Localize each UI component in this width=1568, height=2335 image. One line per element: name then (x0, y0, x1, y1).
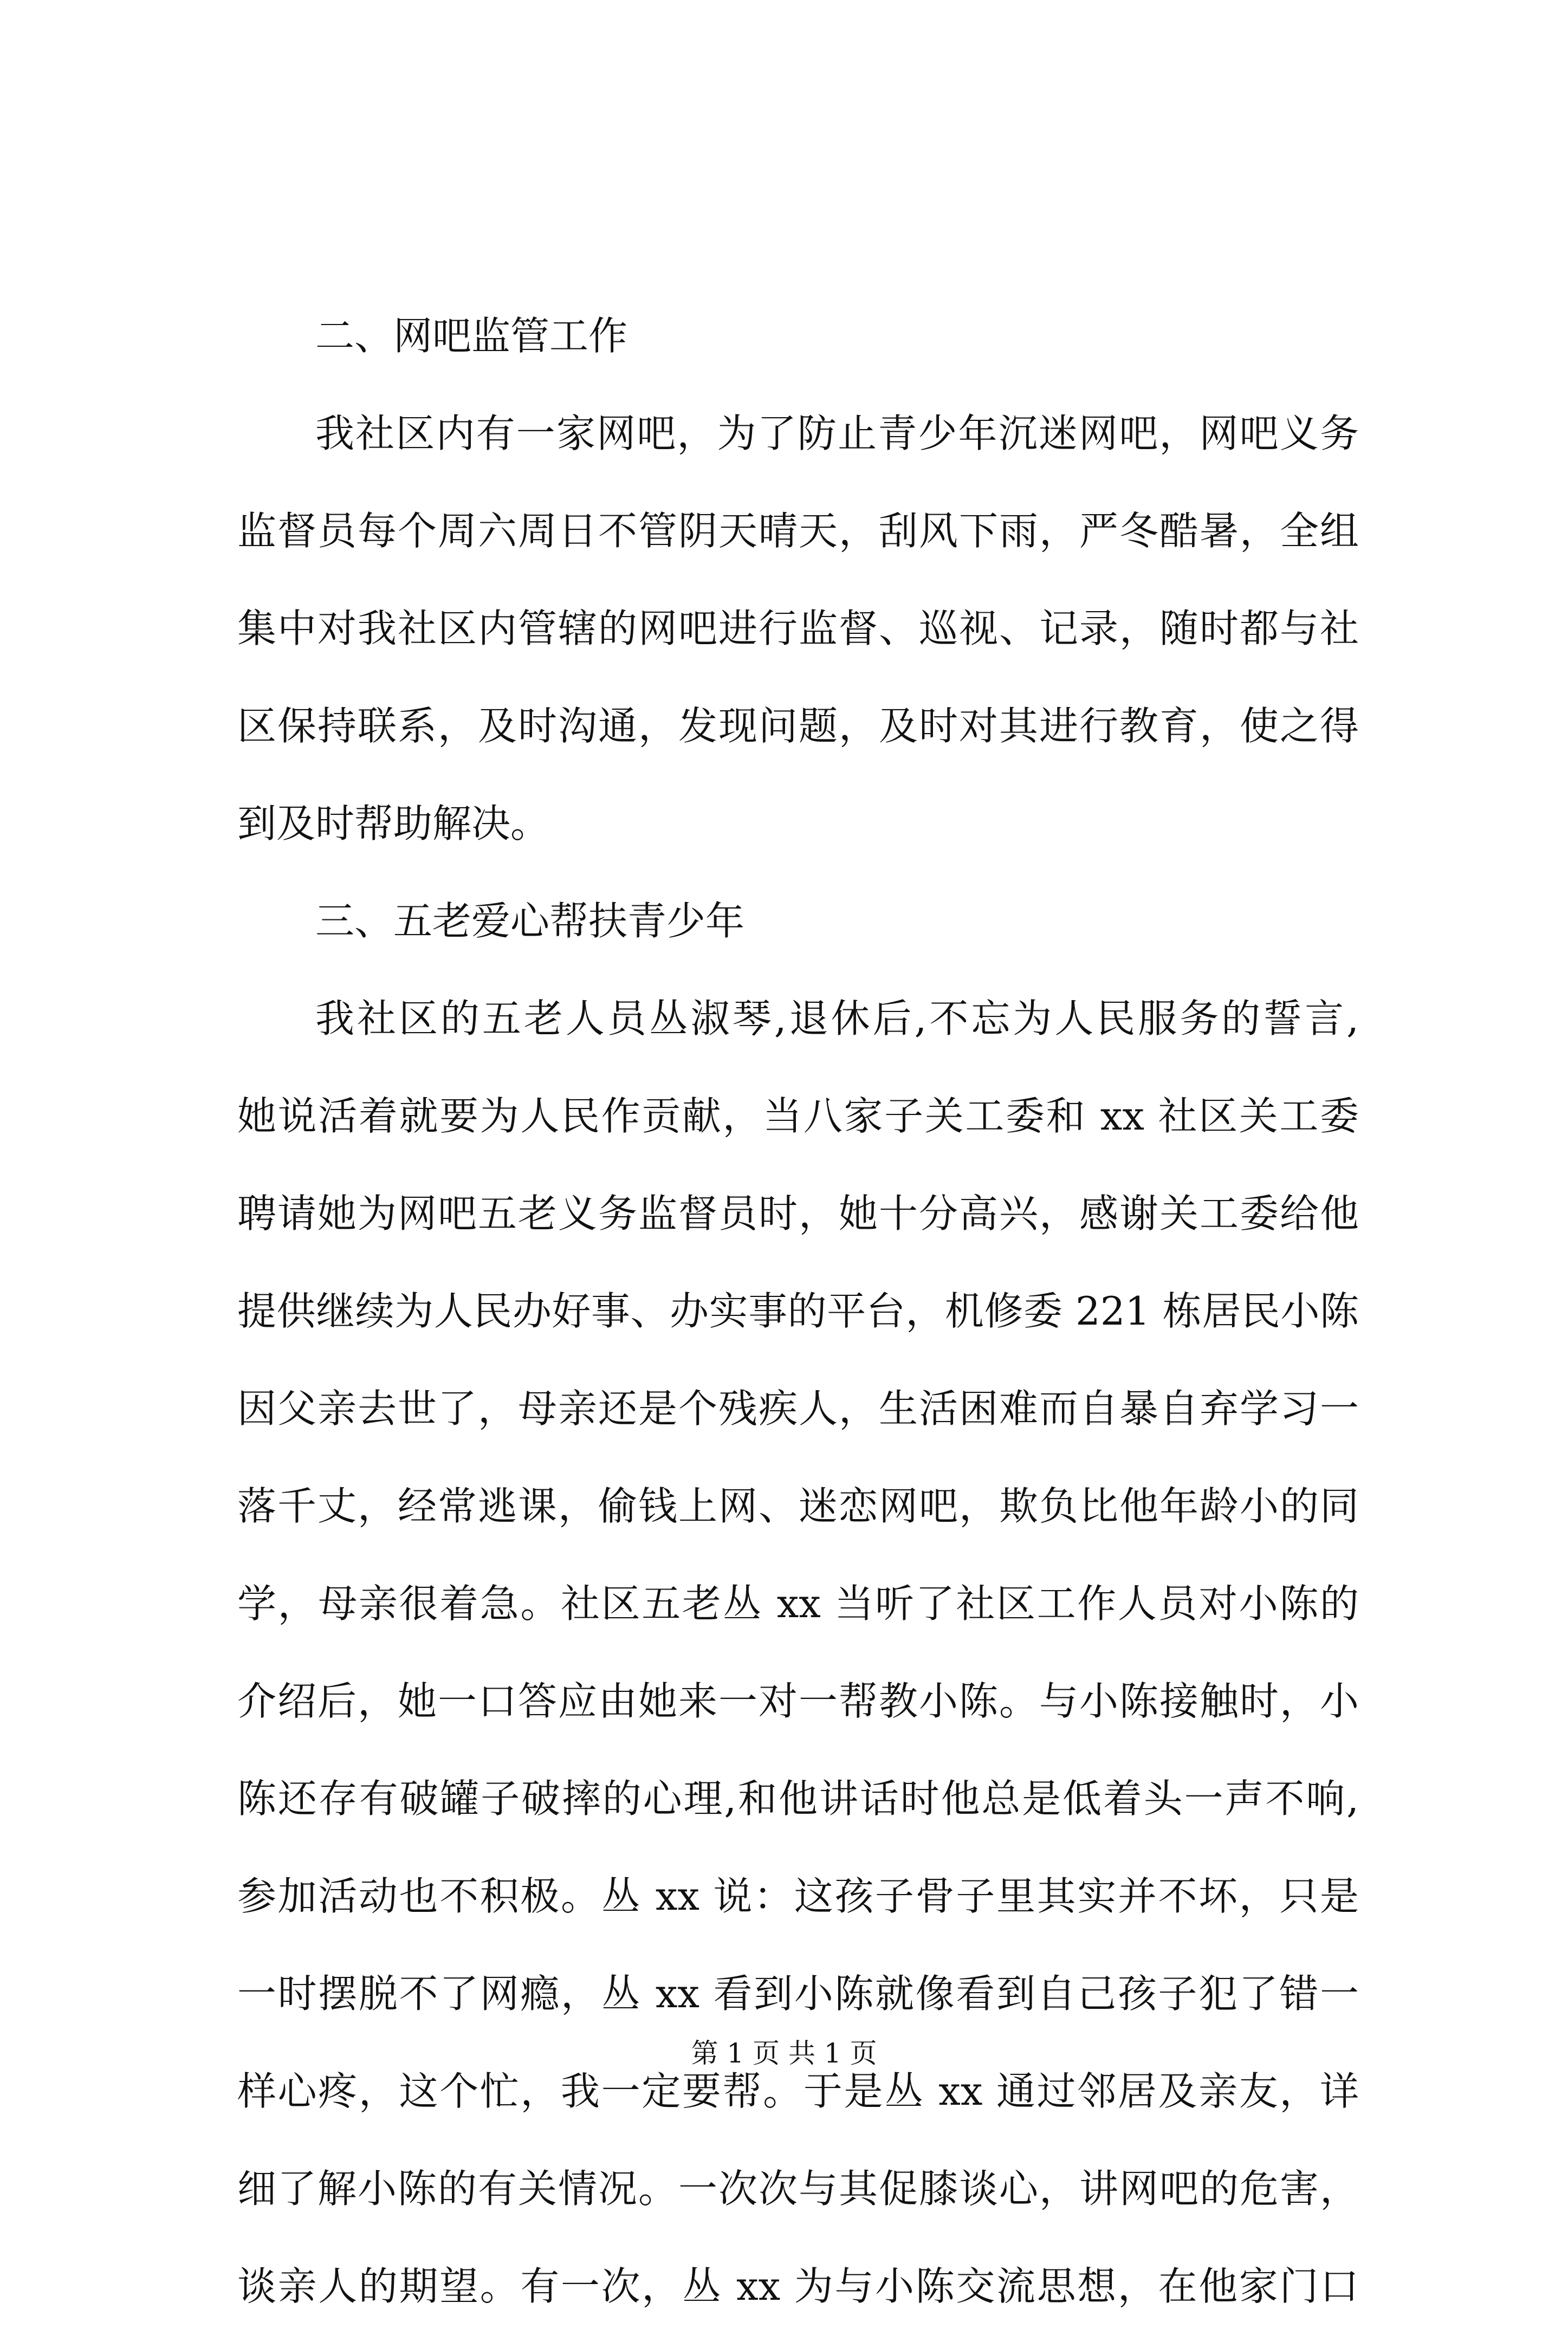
text-line: 因父亲去世了，母亲还是个残疾人，生活困难而自暴自弃学习一 (237, 1386, 1359, 1431)
document-body (237, 287, 1359, 2335)
text-line: 谈亲人的期望。有一次，丛 xx 为与小陈交流思想，在他家门口 (237, 2263, 1359, 2309)
page-footer: 第 1 页 共 1 页 (691, 2038, 877, 2069)
text-line: 样心疼，这个忙，我一定要帮。于是丛 xx 通过邻居及亲友，详 (237, 2068, 1359, 2114)
text-line: 落千丈，经常逃课，偷钱上网、迷恋网吧，欺负比他年龄小的同 (237, 1483, 1359, 1529)
paragraph-five-elders-help (237, 970, 1359, 2335)
text-line: 我社区的五老人员丛淑琴,退休后,不忘为人民服务的誓言, (315, 996, 1359, 1041)
text-line: 聘请她为网吧五老义务监督员时，她十分高兴，感谢关工委给他 (237, 1191, 1359, 1236)
text-line: 介绍后，她一口答应由她来一对一帮教小陈。与小陈接触时，小 (237, 1678, 1359, 1724)
section-heading-3: 三、五老爱心帮扶青少年 (315, 898, 745, 944)
text-line: 参加活动也不积极。丛 xx 说：这孩子骨子里其实并不坏，只是 (237, 1873, 1359, 1919)
text-line: 陈还存有破罐子破摔的心理,和他讲话时他总是低着头一声不响, (237, 1776, 1359, 1821)
text-line: 集中对我社区内管辖的网吧进行监督、巡视、记录，随时都与社 (237, 606, 1359, 651)
paragraph-net-cafe-supervision (237, 385, 1359, 872)
text-line: 细了解小陈的有关情况。一次次与其促膝谈心，讲网吧的危害， (237, 2166, 1359, 2211)
section-heading-2: 二、网吧监管工作 (315, 313, 628, 359)
text-line: 区保持联系，及时沟通，发现问题，及时对其进行教育，使之得 (237, 703, 1359, 749)
text-line: 我社区内有一家网吧，为了防止青少年沉迷网吧，网吧义务 (315, 411, 1359, 456)
text-line: 监督员每个周六周日不管阴天晴天，刮风下雨，严冬酷暑，全组 (237, 508, 1359, 554)
text-line: 一时摆脱不了网瘾，丛 xx 看到小陈就像看到自己孩子犯了错一 (237, 1971, 1359, 2016)
text-line: 到及时帮助解决。 (237, 801, 550, 846)
text-line: 学，母亲很着急。社区五老丛 xx 当听了社区工作人员对小陈的 (237, 1581, 1359, 1626)
text-line: 提供继续为人民办好事、办实事的平台，机修委 221 栋居民小陈 (237, 1288, 1359, 1334)
text-line: 她说活着就要为人民作贡献，当八家子关工委和 xx 社区关工委 (237, 1093, 1359, 1139)
